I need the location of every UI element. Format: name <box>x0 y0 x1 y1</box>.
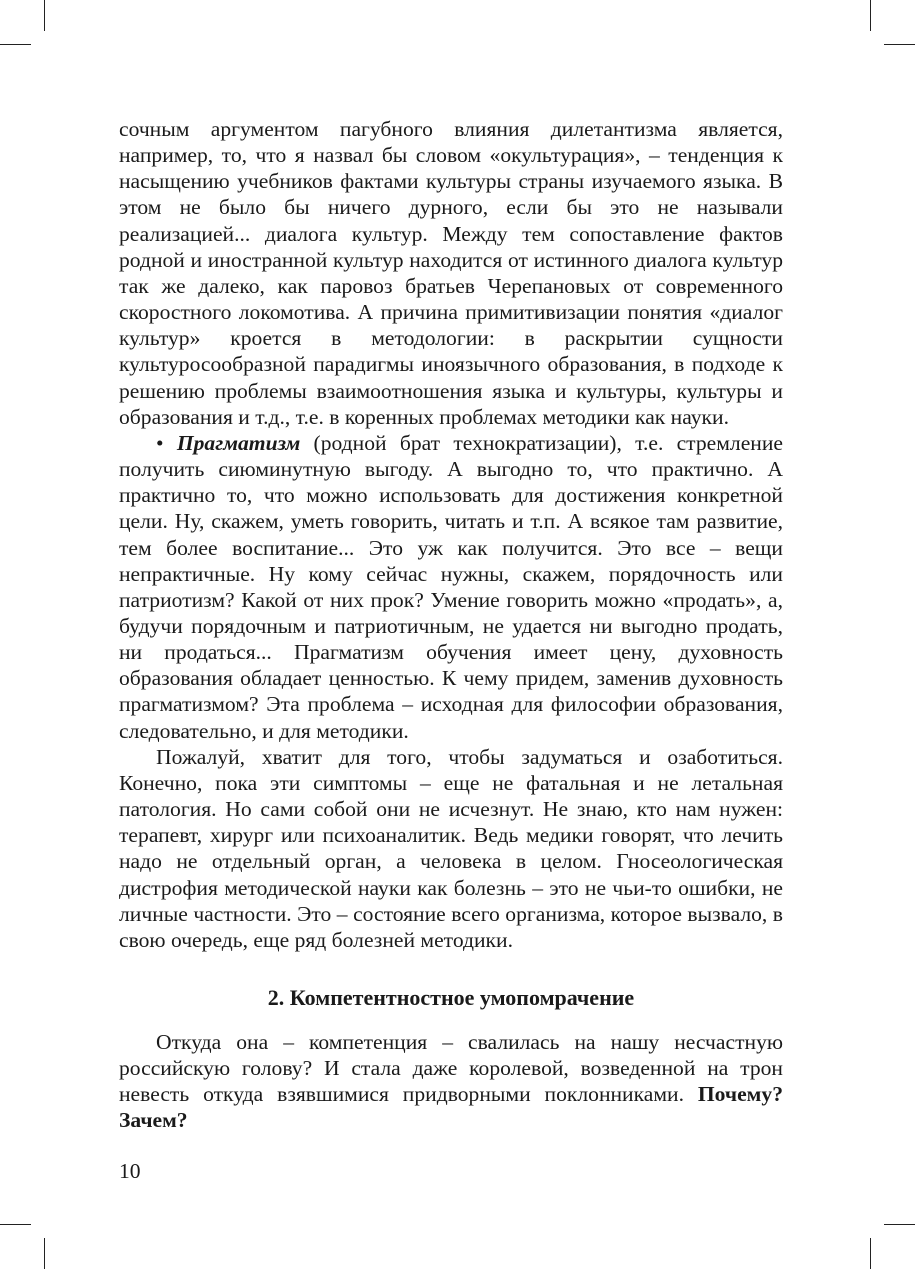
paragraph-pragmatizm <box>119 430 783 744</box>
body-text <box>119 116 783 953</box>
bullet-marker: • <box>156 430 164 455</box>
crop-mark-top-right-vertical <box>870 0 871 31</box>
crop-mark-top-left-horizontal <box>0 44 31 45</box>
section-heading: 2. Компетентностное умопомрачение <box>267 985 635 1010</box>
page-number: 10 <box>119 1159 141 1183</box>
paragraph-pragmatizm-body: (родной брат технократизации), т.е. стремление получить сиюминутную выгоду. А выгодно то, что практично. А практично то, что можно использовать для достижения конкретной цели. Ну, скажем, уметь говорить, читать и т.п. А всякое там развитие, тем более воспитание... Это уж как получится. Это все – вещи непрактичные. Ну кому сейчас нужны, скажем, порядочность или патриотизм? Какой от них прок? Умение говорить можно «продать», а, будучи порядочным и патриотичным, не удается ни выгодно продать, ни продаться... Прагматизм обучения имеет цену, духовность образования обладает ценностью. К чему придем, заменив духовность прагматизмом? Эта проблема – исходная для философии образования, следовательно, и для методики. <box>119 430 783 743</box>
paragraph-competence-questions: Почему? Зачем? <box>119 1082 783 1133</box>
crop-mark-bottom-left-vertical <box>44 1238 45 1269</box>
crop-mark-bottom-right-vertical <box>870 1238 871 1269</box>
crop-mark-top-left-vertical <box>44 0 45 31</box>
crop-mark-top-right-horizontal <box>884 44 915 45</box>
paragraph-symptoms: Пожалуй, хватит для того, чтобы задуматься и озаботиться. Конечно, пока эти симптомы – еще не фатальная и не летальная патология. Но сами собой они не исчезнут. Не знаю, кто нам нужен: терапевт, хирург или психоаналитик. Ведь медики говорят, что лечить надо не отдельный орган, а человека в целом. Гносеологическая дистрофия методической науки как болезнь – это не чьи-то ошибки, не личные частности. Это – состояние всего организма, которое вызвало, в свою очередь, еще ряд болезней методики. <box>119 744 783 952</box>
paragraph-competence-text: Откуда она – компетенция – свалилась на нашу несчастную российскую голову? И стала даже королевой, возведенной на трон невесть откуда взявшимися придворными поклонниками. <box>119 1030 783 1107</box>
term-pragmatizm: Прагматизм <box>176 430 301 455</box>
section-body-text <box>119 1029 783 1134</box>
paragraph-competence <box>119 1029 783 1134</box>
paragraph-okulturatsiya: сочным аргументом пагубного влияния дилетантизма является, например, то, что я назвал бы словом «окультурация», – тенденция к насыщению учебников фактами культуры страны изучаемого языка. В этом не было бы ничего дурного, если бы это не называли реализацией... диалога культур. Между тем сопоставление фактов родной и иностранной культур находится от истинного диалога культур так же далеко, как паровоз братьев Черепановых от современного скоростного локомотива. А причина примитивизации понятия «диалог культур» кроется в методологии: в раскрытии сущности культуросообразной парадигмы иноязычного образования, в подходе к решению проблемы взаимоотношения языка и культуры, культуры и образования и т.д., т.е. в коренных проблемах методики как науки. <box>119 117 783 429</box>
crop-mark-bottom-left-horizontal <box>0 1224 31 1225</box>
crop-mark-bottom-right-horizontal <box>884 1224 915 1225</box>
